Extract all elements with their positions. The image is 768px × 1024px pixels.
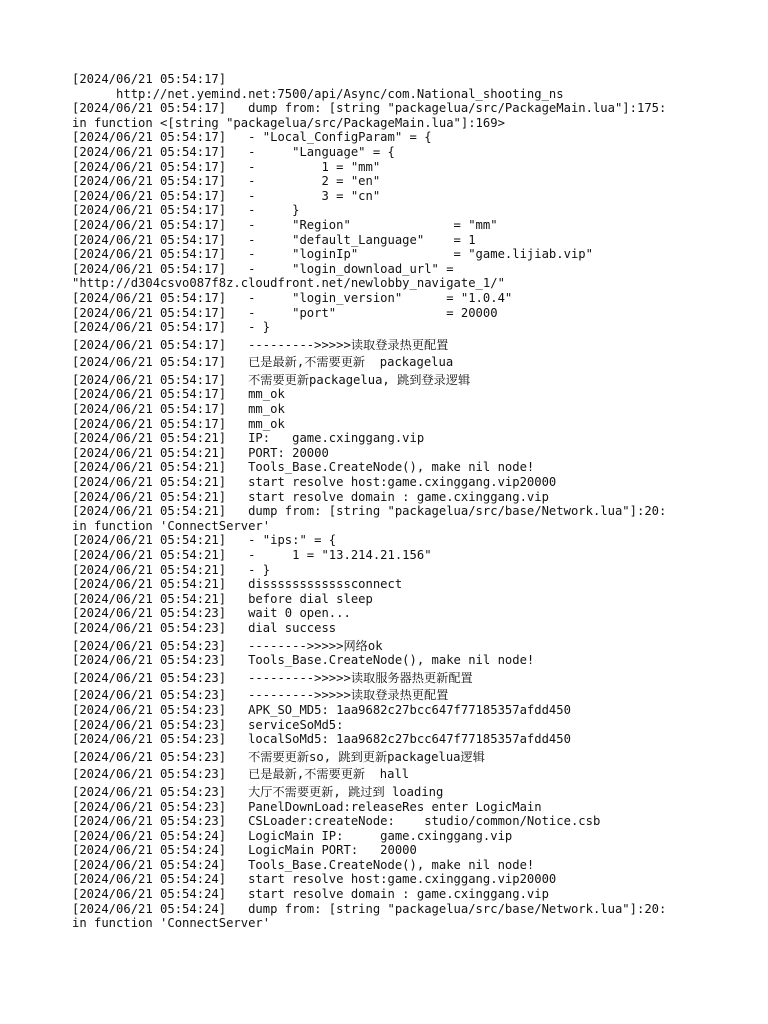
log-line: [2024/06/21 05:54:23] CSLoader:createNode: studio/common/Notice.csb — [72, 814, 601, 829]
log-line: [2024/06/21 05:54:23] 已是最新,不需要更新 hall — [72, 767, 410, 782]
log-line: [2024/06/21 05:54:21] before dial sleep — [72, 591, 373, 606]
log-line: [2024/06/21 05:54:23] PanelDownLoad:releaseRes enter LogicMain — [72, 799, 542, 814]
log-line: [2024/06/21 05:54:17] - "Language" = { — [72, 144, 395, 159]
log-line: [2024/06/21 05:54:17] dump from: [string "packagelua/src/PackageMain.lua"]:175: — [72, 101, 667, 116]
log-line: in function 'ConnectServer' — [72, 916, 271, 931]
log-line: http://net.yemind.net:7500/api/Async/com.National_shooting_ns — [72, 86, 564, 101]
log-line: [2024/06/21 05:54:17] - "login_download_url" = — [72, 261, 454, 276]
log-line: [2024/06/21 05:54:17] - 3 = "cn" — [72, 188, 381, 203]
log-line: [2024/06/21 05:54:17] - "login_version" = "1.0.4" — [72, 290, 513, 305]
log-line: [2024/06/21 05:54:21] - 1 = "13.214.21.156" — [72, 548, 432, 562]
log-line: [2024/06/21 05:54:23] dial success — [72, 620, 337, 635]
log-line: [2024/06/21 05:54:17] - "Region" = "mm" — [72, 217, 498, 232]
log-line: [2024/06/21 05:54:24] Tools_Base.CreateNode(), make nil node! — [72, 857, 535, 872]
log-line: [2024/06/21 05:54:17] 不需要更新packagelua, 跳到登录逻辑 — [72, 372, 471, 387]
log-line: [2024/06/21 05:54:21] - "ips:" = { — [72, 533, 337, 548]
log-line: [2024/06/21 05:54:17] --------->>>>>读取登录热更配置 — [72, 337, 449, 352]
log-line: [2024/06/21 05:54:24] start resolve host:game.cxinggang.vip20000 — [72, 872, 557, 887]
log-line: [2024/06/21 05:54:17] - "loginIp" = "game.lijiab.vip" — [72, 247, 593, 262]
log-line: in function 'ConnectServer' — [72, 518, 271, 533]
log-line: [2024/06/21 05:54:24] dump from: [string "packagelua/src/base/Network.lua"]:20: — [72, 901, 667, 916]
log-line: in function <[string "packagelua/src/PackageMain.lua"]:169> — [72, 115, 505, 130]
log-output — [72, 72, 692, 931]
log-line: [2024/06/21 05:54:21] Tools_Base.CreateNode(), make nil node! — [72, 460, 535, 475]
log-line: [2024/06/21 05:54:17] - "Local_ConfigParam" = { — [72, 130, 432, 145]
log-line: [2024/06/21 05:54:21] start resolve domain : game.cxinggang.vip — [72, 489, 549, 504]
log-line: [2024/06/21 05:54:21] dump from: [string "packagelua/src/base/Network.lua"]:20: — [72, 504, 667, 519]
log-line: [2024/06/21 05:54:23] APK_SO_MD5: 1aa9682c27bcc647f77185357afdd450 — [72, 702, 571, 717]
log-line: [2024/06/21 05:54:17] - } — [72, 203, 300, 218]
log-line: [2024/06/21 05:54:21] IP: game.cxinggang.vip — [72, 431, 425, 446]
log-line: "http://d304csvo087f8z.cloudfront.net/newlobby_navigate_1/" — [72, 276, 505, 291]
log-line: [2024/06/21 05:54:23] localSoMd5: 1aa9682c27bcc647f77185357afdd450 — [72, 732, 571, 747]
log-line: [2024/06/21 05:54:24] LogicMain PORT: 20000 — [72, 843, 417, 858]
log-line: [2024/06/21 05:54:17] mm_ok — [72, 387, 285, 402]
log-line: [2024/06/21 05:54:17] - "default_Language" = 1 — [72, 232, 476, 247]
log-line: [2024/06/21 05:54:24] start resolve domain : game.cxinggang.vip — [72, 887, 549, 902]
log-line: [2024/06/21 05:54:23] 大厅不需要更新, 跳过到 loading — [72, 784, 444, 799]
log-line: [2024/06/21 05:54:21] - } — [72, 562, 271, 577]
log-line: [2024/06/21 05:54:17] 已是最新,不需要更新 packagelua — [72, 355, 454, 370]
log-line: [2024/06/21 05:54:23] --------->>>>>读取服务器热更新配置 — [72, 670, 473, 685]
log-line: [2024/06/21 05:54:23] wait 0 open... — [72, 606, 351, 621]
log-line: [2024/06/21 05:54:23] 不需要更新so, 跳到更新packagelua逻辑 — [72, 749, 485, 764]
log-line: [2024/06/21 05:54:23] --------->>>>>读取登录热更配置 — [72, 688, 449, 703]
log-line: [2024/06/21 05:54:17] - 2 = "en" — [72, 174, 381, 189]
log-line: [2024/06/21 05:54:17] mm_ok — [72, 416, 285, 431]
log-line: [2024/06/21 05:54:17] — [72, 72, 227, 86]
log-line: [2024/06/21 05:54:17] mm_ok — [72, 402, 285, 417]
log-line: [2024/06/21 05:54:21] start resolve host:game.cxinggang.vip20000 — [72, 475, 557, 490]
log-line: [2024/06/21 05:54:17] - } — [72, 320, 271, 335]
log-line: [2024/06/21 05:54:24] LogicMain IP: game.cxinggang.vip — [72, 828, 513, 843]
log-line: [2024/06/21 05:54:23] serviceSoMd5: — [72, 717, 344, 732]
log-line: [2024/06/21 05:54:17] - 1 = "mm" — [72, 159, 381, 174]
log-line: [2024/06/21 05:54:17] - "port" = 20000 — [72, 305, 498, 320]
log-line: [2024/06/21 05:54:23] Tools_Base.CreateNode(), make nil node! — [72, 653, 535, 668]
log-line: [2024/06/21 05:54:23] -------->>>>>网络ok — [72, 638, 383, 653]
log-line: [2024/06/21 05:54:21] dissssssssssssconnect — [72, 577, 403, 592]
log-line: [2024/06/21 05:54:21] PORT: 20000 — [72, 445, 329, 460]
